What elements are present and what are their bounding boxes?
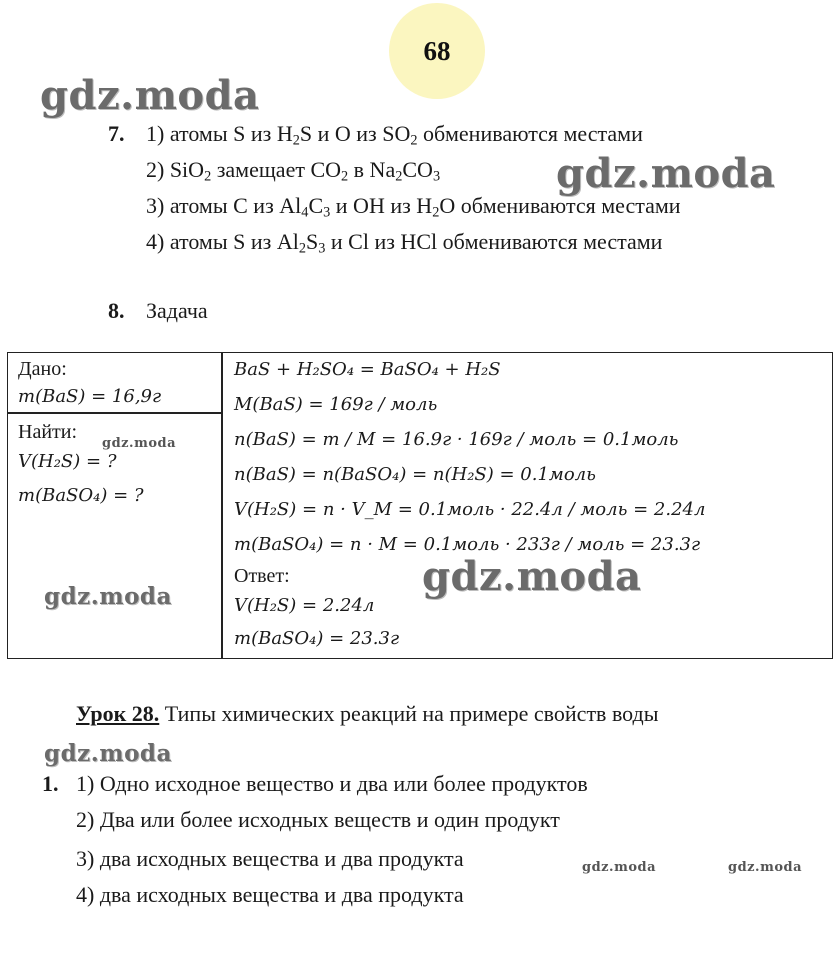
given-value: m(BaS) = 16,9г bbox=[18, 386, 162, 407]
answer-label: Ответ: bbox=[234, 565, 290, 587]
task7-number: 7. bbox=[108, 121, 125, 146]
answer-line: m(BaSO₄) = 23.3г bbox=[234, 628, 400, 649]
task1-item: 2) Два или более исходных веществ и один продукт bbox=[76, 807, 560, 832]
find-item: m(BaSO₄) = ? bbox=[18, 485, 144, 506]
watermark: gdz.moda bbox=[582, 860, 657, 875]
solution-line: M(BaS) = 169г / моль bbox=[234, 394, 438, 415]
task7-item: 3) атомы C из $Al_4C_3$ и OH из $H_2O$ обмениваются местами bbox=[146, 193, 681, 221]
task1-number: 1. bbox=[42, 771, 59, 796]
task1-item: 4) два исходных вещества и два продукта bbox=[76, 882, 464, 907]
task1-item: 1) Одно исходное вещество и два или более продуктов bbox=[76, 771, 588, 796]
find-label: Найти: bbox=[18, 421, 78, 443]
watermark: gdz.moda bbox=[40, 72, 260, 119]
given-label: Дано: bbox=[18, 358, 67, 380]
lesson-subtitle: Типы химических реакций на примере свойств воды bbox=[159, 701, 659, 726]
table-column-divider bbox=[221, 353, 223, 658]
watermark: gdz.moda bbox=[44, 583, 172, 610]
watermark: gdz.moda bbox=[44, 740, 172, 767]
find-item: V(H₂S) = ? bbox=[18, 451, 117, 472]
solution-line: BaS + H₂SO₄ = BaSO₄ + H₂S bbox=[234, 359, 501, 380]
watermark: gdz.moda bbox=[728, 860, 803, 875]
task7-item: 4) атомы S из $Al_2S_3$ и Cl из HCl обмениваются местами bbox=[146, 229, 663, 257]
task8-number: 8. bbox=[108, 298, 125, 323]
watermark: gdz.moda bbox=[556, 150, 776, 197]
watermark: gdz.moda bbox=[102, 436, 177, 451]
page-number-badge bbox=[389, 3, 485, 99]
solution-line: V(H₂S) = n · V_M = 0.1моль · 22.4л / моль = 2.24л bbox=[234, 499, 706, 520]
lesson-title: Урок 28. bbox=[76, 701, 160, 726]
task7-item: 2) SiO$_2$ замещает $CO_2$ в $Na_2CO_3$ bbox=[146, 157, 441, 185]
task1-item: 3) два исходных вещества и два продукта bbox=[76, 846, 464, 871]
task8-table bbox=[7, 352, 833, 659]
solution-line: m(BaSO₄) = n · M = 0.1моль · 233г / моль = 23.3г bbox=[234, 534, 701, 555]
page-number: 68 bbox=[423, 35, 451, 66]
task8-label: Задача bbox=[146, 298, 208, 323]
solution-line: n(BaS) = m / M = 16.9г · 169г / моль = 0.1моль bbox=[234, 429, 679, 450]
solution-line: n(BaS) = n(BaSO₄) = n(H₂S) = 0.1моль bbox=[234, 464, 596, 485]
answer-line: V(H₂S) = 2.24л bbox=[234, 595, 375, 616]
lesson-heading bbox=[76, 701, 659, 727]
task7-item: 1) атомы S из $H_2S$ и O из $SO_2$ обмениваются местами bbox=[146, 121, 643, 149]
watermark: gdz.moda bbox=[422, 553, 642, 600]
table-row-divider bbox=[8, 412, 222, 414]
